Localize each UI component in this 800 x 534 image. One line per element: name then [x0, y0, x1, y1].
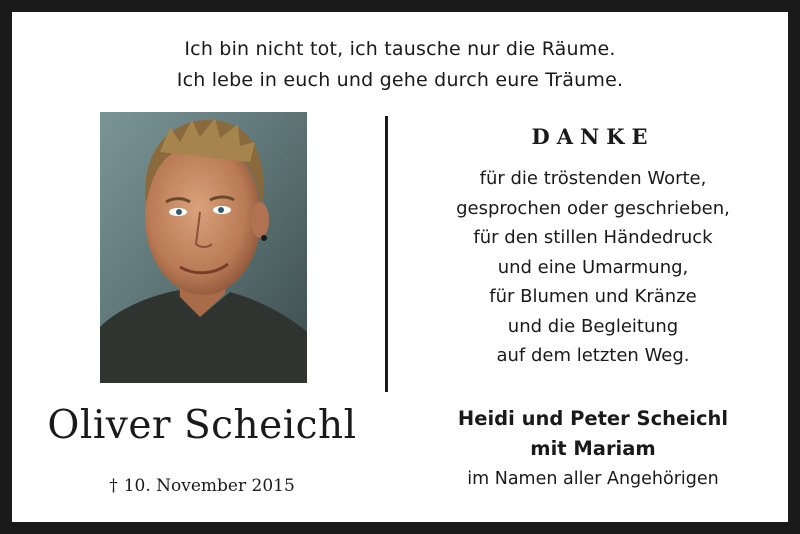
thanks-line: für den stillen Händedruck	[473, 227, 713, 248]
thanks-line: für Blumen und Kränze	[489, 286, 697, 307]
thanks-line: auf dem letzten Weg.	[496, 345, 690, 366]
thanks-line: und eine Umarmung,	[497, 256, 689, 278]
signers	[398, 404, 788, 494]
obituary-card	[12, 12, 788, 522]
death-date-text: 10. November 2015	[123, 476, 295, 496]
signer-names: Heidi und Peter Scheichl	[457, 407, 729, 430]
death-date	[32, 474, 372, 498]
thanks-line: gesprochen oder geschrieben,	[456, 197, 730, 219]
vertical-divider	[385, 116, 388, 392]
thanks-section	[398, 122, 788, 371]
motto-line-2: Ich lebe in euch und gehe durch eure Träume.	[176, 69, 624, 91]
thanks-line: für die tröstenden Worte,	[479, 168, 707, 189]
signer-relatives: im Namen aller Angehörigen	[467, 469, 719, 489]
portrait-photo	[100, 112, 307, 383]
signer-with: mit Mariam	[530, 437, 656, 460]
deceased-name: Oliver Scheichl	[47, 403, 357, 448]
motto-line-1: Ich bin nicht tot, ich tausche nur die Räume.	[184, 38, 616, 60]
portrait-illustration	[100, 112, 307, 383]
cross-icon: †	[109, 476, 118, 496]
thanks-text	[398, 164, 788, 371]
thanks-line: und die Begleitung	[507, 315, 679, 337]
thanks-title: DANKE	[531, 124, 655, 149]
motto	[12, 34, 788, 96]
